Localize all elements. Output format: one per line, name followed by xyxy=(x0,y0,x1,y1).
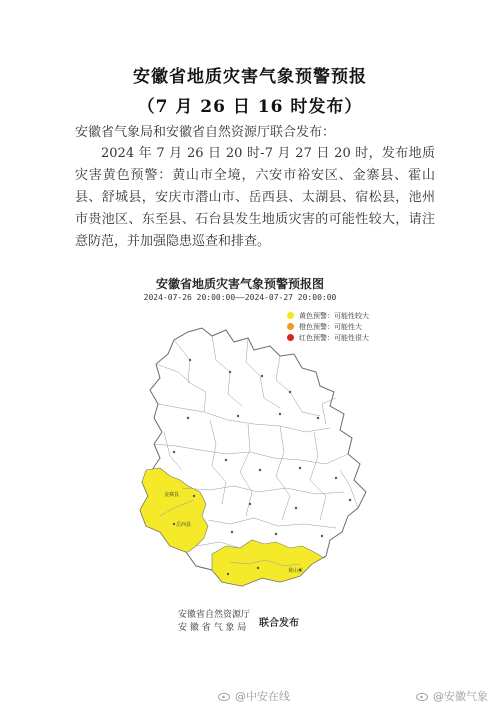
watermark-zhongan xyxy=(218,688,290,704)
doc-title: 安徽省地质灾害气象预警预报 xyxy=(133,67,367,87)
legend-yellow-dot xyxy=(287,312,294,319)
watermark-zhongan-text: @中安在线 xyxy=(235,690,290,703)
map-label-jinzhai: 金寨县 xyxy=(164,492,180,498)
map-title: 安徽省地质灾害气象预警预报图 xyxy=(155,277,324,291)
watermark-anhui-weather xyxy=(416,688,488,704)
doc-subtitle: （7 月 26 日 16 时发布） xyxy=(137,97,363,117)
joint-issue-label: 联合发布 xyxy=(259,618,299,629)
legend-yellow-label: 黄色预警：可能性较大 xyxy=(299,311,369,320)
anhui-warning-map xyxy=(130,320,390,600)
org-nature-resources: 安徽省自然资源厅 xyxy=(178,610,251,620)
legend-orange-label: 橙色预警：可能性大 xyxy=(299,322,362,331)
weibo-icon xyxy=(416,691,429,701)
org-meteorology: 安 徽 省 气 象 局 xyxy=(178,623,247,633)
warning-body: 2024 年 7 月 26 日 20 时-7 月 27 日 20 时，发布地质灾害黄色预警：黄山市全境，六安市裕安区、金寨县、霍山县、舒城县，安庆市潜山市、岳西县、太湖县、宿松县，池州市贵池区、东至县、石台县发生地质灾害的可能性较大，请注意防范，并加强隐患巡查和排查。 xyxy=(75,146,435,249)
legend-red-label: 红色预警：可能性很大 xyxy=(299,333,369,342)
map-time-range: 2024-07-26 20:00:00——2024-07-27 20:00:00 xyxy=(143,293,337,302)
weibo-icon xyxy=(218,691,231,701)
issuing-orgs xyxy=(178,609,250,635)
map-label-huangshan: 黄山市 xyxy=(288,568,304,574)
watermark-anhui-weather-text: @安徽气象 xyxy=(433,690,488,703)
issuer-lead: 安徽省气象局和安徽省自然资源厅联合发布： xyxy=(75,125,336,140)
map-label-yuexi: 岳西县 xyxy=(176,522,192,528)
